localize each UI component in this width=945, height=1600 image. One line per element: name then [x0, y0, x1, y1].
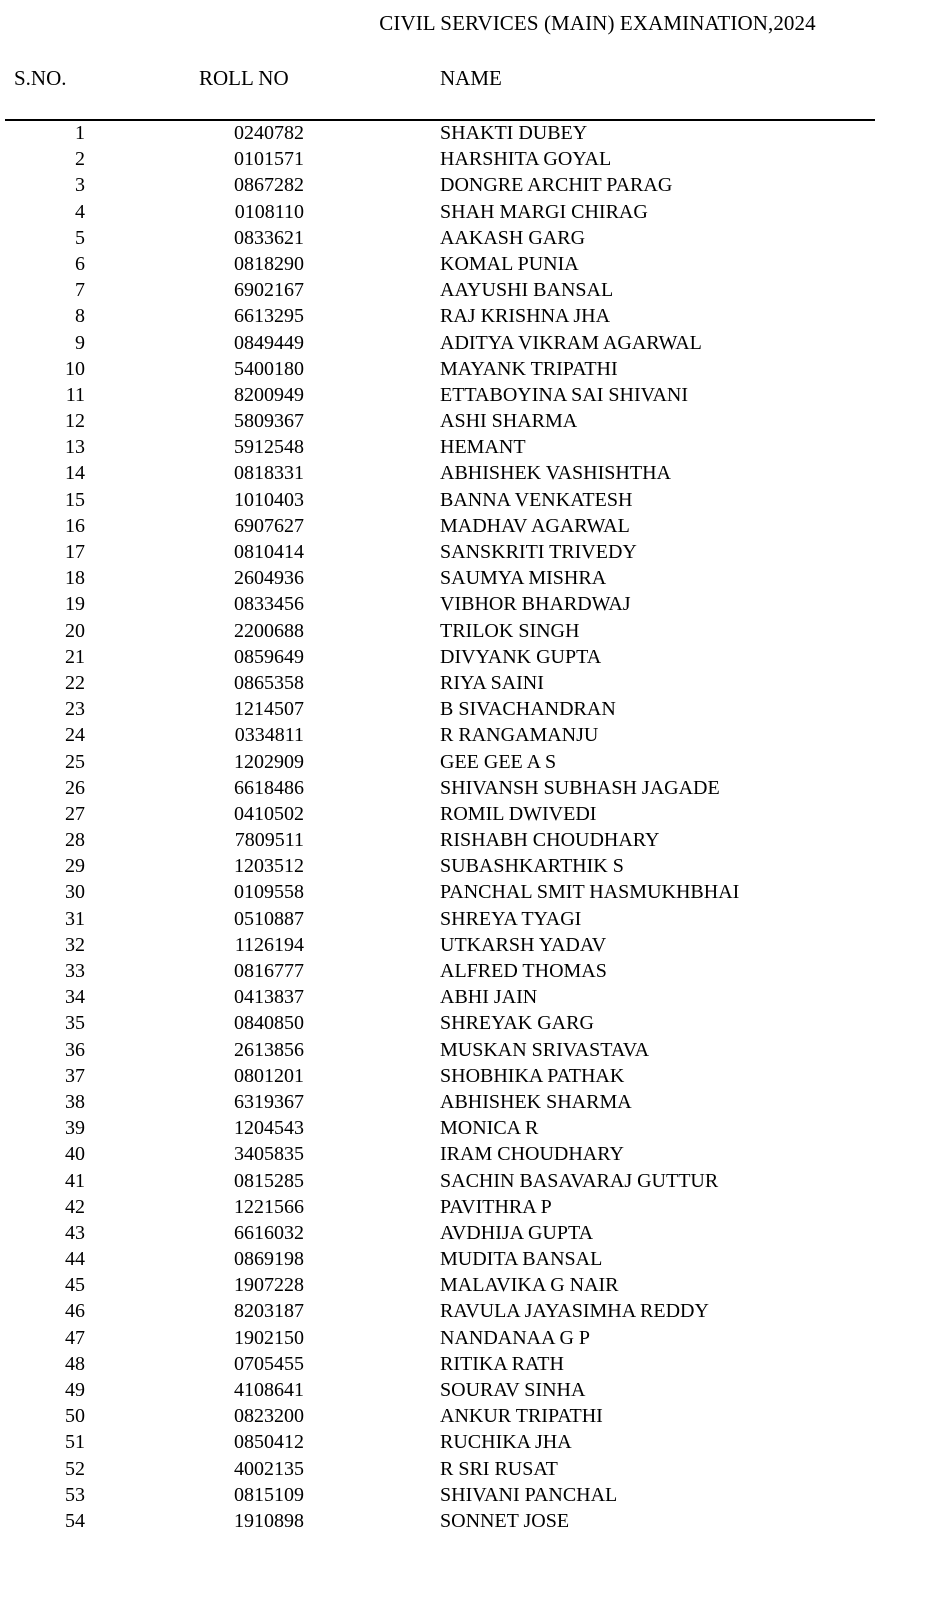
- cell-roll-no: 6319367: [234, 1090, 304, 1113]
- cell-name: ABHISHEK SHARMA: [440, 1090, 632, 1113]
- cell-roll-no: 0859649: [234, 645, 304, 668]
- table-row: [0, 1010, 945, 1036]
- table-row: [0, 906, 945, 932]
- cell-roll-no: 1907228: [234, 1274, 304, 1297]
- cell-roll-no: 0109558: [234, 881, 304, 904]
- cell-roll-no: 0413837: [234, 986, 304, 1009]
- cell-roll-no: 0840850: [234, 1012, 304, 1035]
- cell-roll-no: 0865358: [234, 671, 304, 694]
- cell-name: ABHISHEK VASHISHTHA: [440, 462, 671, 485]
- cell-name: ADITYA VIKRAM AGARWAL: [440, 331, 702, 354]
- cell-name: SHIVANSH SUBHASH JAGADE: [440, 776, 720, 799]
- table-row: [0, 199, 945, 225]
- cell-sno: 34: [65, 986, 85, 1009]
- cell-name: ABHI JAIN: [440, 986, 538, 1009]
- cell-roll-no: 6907627: [234, 514, 304, 537]
- cell-name: SHREYAK GARG: [440, 1012, 594, 1035]
- cell-sno: 18: [65, 567, 85, 590]
- cell-name: SAUMYA MISHRA: [440, 567, 607, 590]
- cell-sno: 24: [65, 724, 85, 747]
- cell-roll-no: 6618486: [234, 776, 304, 799]
- cell-sno: 12: [65, 410, 85, 433]
- table-row: [0, 1194, 945, 1220]
- cell-sno: 36: [65, 1038, 85, 1061]
- cell-roll-no: 1214507: [234, 698, 304, 721]
- cell-sno: 33: [65, 960, 85, 982]
- cell-name: ASHI SHARMA: [440, 410, 578, 433]
- cell-sno: 3: [75, 174, 85, 197]
- column-header-name: NAME: [440, 66, 502, 90]
- table-row: [0, 434, 945, 460]
- cell-name: ALFRED THOMAS: [440, 960, 607, 982]
- cell-name: RITIKA RATH: [440, 1352, 564, 1375]
- table-row: [0, 565, 945, 591]
- cell-roll-no: 6616032: [234, 1221, 304, 1244]
- column-header-sno: S.NO.: [14, 66, 67, 90]
- cell-name: SHOBHIKA PATHAK: [440, 1064, 625, 1087]
- cell-sno: 4: [75, 200, 85, 223]
- cell-roll-no: 2604936: [234, 567, 304, 590]
- cell-name: AAYUSHI BANSAL: [440, 279, 614, 302]
- cell-sno: 35: [65, 1012, 85, 1035]
- table-row: [0, 1063, 945, 1089]
- cell-sno: 14: [65, 462, 85, 485]
- cell-name: MONICA R: [440, 1117, 539, 1140]
- table-row: [0, 1089, 945, 1115]
- cell-sno: 2: [75, 148, 85, 171]
- cell-name: DIVYANK GUPTA: [440, 645, 602, 668]
- cell-sno: 32: [65, 933, 85, 956]
- cell-sno: 20: [65, 619, 85, 642]
- cell-roll-no: 0867282: [234, 174, 304, 197]
- cell-roll-no: 0108110: [234, 200, 304, 223]
- cell-roll-no: 2200688: [234, 619, 304, 642]
- cell-sno: 23: [65, 698, 85, 721]
- table-row: [0, 513, 945, 539]
- table-row: [0, 1325, 945, 1351]
- cell-roll-no: 4108641: [234, 1379, 304, 1401]
- cell-roll-no: 0815285: [234, 1169, 304, 1192]
- cell-sno: 28: [65, 829, 85, 852]
- cell-sno: 13: [65, 436, 85, 459]
- cell-roll-no: 0849449: [234, 331, 304, 354]
- cell-name: RAJ KRISHNA JHA: [440, 305, 611, 328]
- cell-name: SHAKTI DUBEY: [440, 122, 588, 144]
- cell-sno: 6: [75, 252, 85, 275]
- table-row: [0, 1220, 945, 1246]
- table-row: [0, 801, 945, 827]
- table-row: [0, 749, 945, 775]
- cell-name: R RANGAMANJU: [440, 724, 599, 747]
- cell-name: MUSKAN SRIVASTAVA: [440, 1038, 650, 1061]
- cell-sno: 7: [75, 279, 85, 302]
- cell-roll-no: 5809367: [234, 410, 304, 433]
- cell-sno: 21: [65, 645, 85, 668]
- cell-sno: 44: [65, 1248, 85, 1271]
- cell-name: RUCHIKA JHA: [440, 1431, 572, 1454]
- cell-roll-no: 0833456: [234, 593, 304, 616]
- cell-name: HARSHITA GOYAL: [440, 148, 612, 171]
- cell-sno: 1: [75, 122, 85, 144]
- table-row: [0, 303, 945, 329]
- table-row: [0, 487, 945, 513]
- cell-name: SONNET JOSE: [440, 1509, 570, 1532]
- page-title: CIVIL SERVICES (MAIN) EXAMINATION,2024: [379, 11, 816, 35]
- cell-sno: 53: [65, 1483, 85, 1506]
- cell-roll-no: 0410502: [234, 802, 304, 825]
- cell-name: SUBASHKARTHIK S: [440, 855, 624, 878]
- table-row: [0, 1482, 945, 1508]
- table-row: [0, 1037, 945, 1063]
- table-row: [0, 1168, 945, 1194]
- cell-name: HEMANT: [440, 436, 526, 459]
- cell-roll-no: 0815109: [234, 1483, 304, 1506]
- cell-roll-no: 0818290: [234, 252, 304, 275]
- cell-sno: 29: [65, 855, 85, 878]
- cell-name: AAKASH GARG: [440, 226, 586, 249]
- table-row: [0, 775, 945, 801]
- cell-roll-no: 0823200: [234, 1405, 304, 1428]
- table-row: [0, 1298, 945, 1324]
- cell-roll-no: 0833621: [234, 226, 304, 249]
- cell-sno: 47: [65, 1326, 85, 1349]
- table-row: [0, 1141, 945, 1167]
- table-row: [0, 879, 945, 905]
- cell-roll-no: 3405835: [234, 1143, 304, 1166]
- cell-name: ROMIL DWIVEDI: [440, 802, 597, 825]
- cell-name: SHIVANI PANCHAL: [440, 1483, 618, 1506]
- table-row: [0, 408, 945, 434]
- cell-name: MADHAV AGARWAL: [440, 514, 630, 537]
- cell-name: VIBHOR BHARDWAJ: [440, 593, 631, 616]
- cell-sno: 52: [65, 1457, 85, 1480]
- cell-name: R SRI RUSAT: [440, 1457, 558, 1480]
- cell-roll-no: 7809511: [234, 829, 304, 852]
- table-row: [0, 382, 945, 408]
- table-row: [0, 1377, 945, 1403]
- cell-name: AVDHIJA GUPTA: [440, 1221, 594, 1244]
- table-row: [0, 722, 945, 748]
- cell-sno: 19: [65, 593, 85, 616]
- cell-sno: 46: [65, 1300, 85, 1323]
- table-row: [0, 120, 945, 146]
- table-row: [0, 277, 945, 303]
- cell-sno: 31: [65, 907, 85, 930]
- cell-name: B SIVACHANDRAN: [440, 698, 616, 721]
- cell-sno: 16: [65, 514, 85, 537]
- cell-name: RIYA SAINI: [440, 671, 544, 694]
- cell-name: SOURAV SINHA: [440, 1379, 586, 1401]
- cell-name: RAVULA JAYASIMHA REDDY: [440, 1300, 709, 1323]
- cell-roll-no: 1902150: [234, 1326, 304, 1349]
- cell-sno: 48: [65, 1352, 85, 1375]
- cell-roll-no: 4002135: [234, 1457, 304, 1480]
- table-row: [0, 696, 945, 722]
- cell-roll-no: 0816777: [234, 960, 304, 982]
- table-row: [0, 146, 945, 172]
- cell-sno: 5: [75, 226, 85, 249]
- cell-name: KOMAL PUNIA: [440, 252, 579, 275]
- cell-roll-no: 1203512: [234, 855, 304, 878]
- cell-sno: 15: [65, 488, 85, 511]
- cell-sno: 27: [65, 802, 85, 825]
- cell-roll-no: 0810414: [234, 541, 304, 563]
- cell-roll-no: 0818331: [234, 462, 304, 485]
- cell-sno: 38: [65, 1090, 85, 1113]
- cell-roll-no: 5912548: [234, 436, 304, 459]
- column-header-roll-no: ROLL NO: [199, 66, 289, 90]
- table-row: [0, 330, 945, 356]
- cell-name: GEE GEE A S: [440, 750, 557, 773]
- cell-roll-no: 5400180: [234, 357, 304, 380]
- cell-roll-no: 0801201: [234, 1064, 304, 1087]
- cell-sno: 39: [65, 1117, 85, 1140]
- cell-name: SHREYA TYAGI: [440, 907, 582, 930]
- cell-sno: 49: [65, 1379, 85, 1401]
- cell-sno: 50: [65, 1405, 85, 1428]
- cell-roll-no: 0334811: [234, 724, 304, 747]
- cell-name: BANNA VENKATESH: [440, 488, 633, 511]
- cell-name: NANDANAA G P: [440, 1326, 591, 1349]
- cell-sno: 37: [65, 1064, 85, 1087]
- table-row: [0, 1403, 945, 1429]
- cell-name: MAYANK TRIPATHI: [440, 357, 618, 380]
- cell-name: SACHIN BASAVARAJ GUTTUR: [440, 1169, 719, 1192]
- cell-sno: 11: [65, 383, 85, 406]
- cell-name: UTKARSH YADAV: [440, 933, 607, 956]
- cell-sno: 8: [75, 305, 85, 328]
- cell-sno: 26: [65, 776, 85, 799]
- table-row: [0, 1508, 945, 1534]
- table-row: [0, 225, 945, 251]
- cell-sno: 22: [65, 671, 85, 694]
- table-row: [0, 172, 945, 198]
- cell-name: PANCHAL SMIT HASMUKHBHAI: [440, 881, 740, 904]
- cell-name: ANKUR TRIPATHI: [440, 1405, 603, 1428]
- cell-name: DONGRE ARCHIT PARAG: [440, 174, 673, 197]
- cell-sno: 54: [65, 1509, 85, 1532]
- table-row: [0, 984, 945, 1010]
- table-row: [0, 932, 945, 958]
- cell-sno: 45: [65, 1274, 85, 1297]
- cell-roll-no: 1221566: [234, 1195, 304, 1218]
- cell-sno: 43: [65, 1221, 85, 1244]
- cell-roll-no: 1010403: [234, 488, 304, 511]
- table-row: [0, 591, 945, 617]
- cell-name: RISHABH CHOUDHARY: [440, 829, 660, 852]
- table-row: [0, 670, 945, 696]
- table-row: [0, 1272, 945, 1298]
- cell-roll-no: 8203187: [234, 1300, 304, 1323]
- table-column-headers: [0, 64, 945, 94]
- cell-name: MALAVIKA G NAIR: [440, 1274, 619, 1297]
- cell-sno: 25: [65, 750, 85, 773]
- cell-roll-no: 6613295: [234, 305, 304, 328]
- table-row: [0, 827, 945, 853]
- cell-name: ETTABOYINA SAI SHIVANI: [440, 383, 689, 406]
- cell-name: MUDITA BANSAL: [440, 1248, 603, 1271]
- cell-roll-no: 0705455: [234, 1352, 304, 1375]
- cell-roll-no: 2613856: [234, 1038, 304, 1061]
- cell-sno: 41: [65, 1169, 85, 1192]
- cell-sno: 51: [65, 1431, 85, 1454]
- cell-roll-no: 6902167: [234, 279, 304, 302]
- cell-name: SANSKRITI TRIVEDY: [440, 541, 637, 563]
- cell-roll-no: 0240782: [234, 122, 304, 144]
- cell-sno: 17: [65, 541, 85, 563]
- cell-name: IRAM CHOUDHARY: [440, 1143, 624, 1166]
- table-row: [0, 644, 945, 670]
- cell-name: PAVITHRA P: [440, 1195, 552, 1218]
- cell-roll-no: 8200949: [234, 383, 304, 406]
- cell-roll-no: 1202909: [234, 750, 304, 773]
- table-row: [0, 251, 945, 277]
- cell-sno: 42: [65, 1195, 85, 1218]
- table-row: [0, 1429, 945, 1455]
- cell-roll-no: 0850412: [234, 1431, 304, 1454]
- cell-name: TRILOK SINGH: [440, 619, 580, 642]
- table-row: [0, 1456, 945, 1482]
- cell-roll-no: 1204543: [234, 1117, 304, 1140]
- cell-sno: 9: [75, 331, 85, 354]
- cell-sno: 30: [65, 881, 85, 904]
- table-row: [0, 618, 945, 644]
- table-row: [0, 1246, 945, 1272]
- table-row: [0, 460, 945, 486]
- results-table-body: [0, 120, 945, 1534]
- table-row: [0, 356, 945, 382]
- cell-name: SHAH MARGI CHIRAG: [440, 200, 648, 223]
- table-row: [0, 1351, 945, 1377]
- cell-roll-no: 1126194: [234, 933, 304, 956]
- table-row: [0, 853, 945, 879]
- cell-sno: 40: [65, 1143, 85, 1166]
- table-row: [0, 1115, 945, 1141]
- cell-sno: 10: [65, 357, 85, 380]
- table-row: [0, 958, 945, 984]
- cell-roll-no: 0510887: [234, 907, 304, 930]
- cell-roll-no: 0101571: [234, 148, 304, 171]
- table-row: [0, 539, 945, 565]
- cell-roll-no: 1910898: [234, 1509, 304, 1532]
- cell-roll-no: 0869198: [234, 1248, 304, 1271]
